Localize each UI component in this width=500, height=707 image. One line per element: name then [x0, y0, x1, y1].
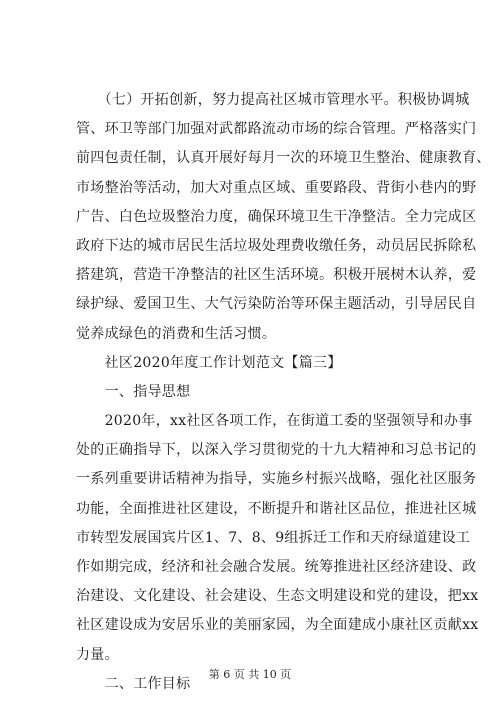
- subsection-heading: 一、指导思想: [76, 383, 191, 400]
- text-line: （七）开拓创新，努力提高社区城市管理水平。积极协调城: [76, 92, 470, 108]
- text-line: 觉养成绿色的消费和生活习惯。: [76, 325, 277, 342]
- text-line: 功能，全面推进社区建设，不断提升和谐社区品位，推进社区城: [76, 500, 477, 517]
- text-line: 广告、白色垃圾整治力度，确保环境卫生干净整洁。全力完成区: [76, 208, 477, 225]
- text-line: 前四包责任制，认真开展好每月一次的环境卫生整治、健康教育、: [76, 150, 491, 167]
- text-line: 力量。: [76, 646, 119, 663]
- text-line: 管、环卫等部门加强对武都路流动市场的综合管理。严格落实门: [76, 121, 477, 138]
- text-line: 搭建筑，营造干净整洁的社区生活环境。积极开展树木认养，爱: [76, 267, 477, 284]
- text-line: 社区建设成为安居乐业的美丽家园，为全面建成小康社区贡献xx: [76, 617, 479, 634]
- text-line: 一系列重要讲话精神为指导，实施乡村振兴战略，强化社区服务: [76, 471, 477, 488]
- page-footer: 第 6 页 共 10 页: [208, 668, 292, 681]
- text-line: 作如期完成，经济和社会融合发展。统筹推进社区经济建设、政: [76, 559, 477, 575]
- section-heading: 社区2020年度工作计划范文【篇三】: [76, 354, 342, 371]
- text-line: 政府下达的城市居民生活垃圾处理费收缴任务，动员居民拆除私: [76, 237, 477, 254]
- text-line: 市转型发展国宾片区1、7、8、9组拆迁工作和天府绿道建设工: [76, 529, 471, 546]
- text-line: 处的正确指导下，以深入学习贯彻党的十九大精神和习总书记的: [76, 442, 477, 459]
- document-body: [76, 86, 491, 699]
- text-line: 绿护绿、爱国卫生、大气污染防治等环保主题活动，引导居民自: [76, 296, 477, 313]
- text-line: 2020年，xx社区各项工作，在街道工委的坚强领导和办事: [76, 413, 473, 430]
- subsection-heading: 二、工作目标: [76, 675, 191, 692]
- text-line: 治建设、文化建设、社会建设、生态文明建设和党的建设，把xx: [76, 588, 479, 605]
- text-line: 市场整治等活动，加大对重点区域、重要路段、背街小巷内的野: [76, 179, 477, 196]
